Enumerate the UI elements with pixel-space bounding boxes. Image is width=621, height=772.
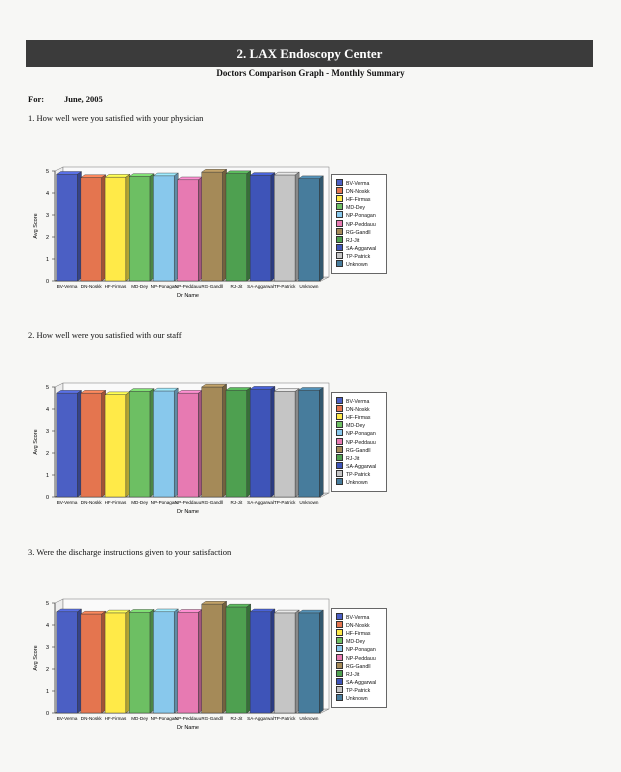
legend-item <box>336 454 359 462</box>
chart-legend <box>331 392 387 492</box>
legend-label: Unknown <box>346 696 368 702</box>
legend-label: NP-Peddauu <box>346 439 376 446</box>
legend-item <box>336 220 376 228</box>
x-tick-label: RG-Gandll <box>201 284 224 289</box>
legend-label: MD-Dey <box>346 639 366 646</box>
bar <box>202 387 223 497</box>
legend-item <box>336 478 368 486</box>
bar <box>299 390 320 497</box>
legend-swatch <box>336 613 343 620</box>
legend-item <box>336 645 376 653</box>
legend-item <box>336 236 359 244</box>
chart-staff-satisfaction <box>25 374 395 524</box>
y-tick-label: 4 <box>45 191 49 197</box>
legend-swatch <box>336 446 343 453</box>
legend-swatch <box>336 629 343 636</box>
legend-item <box>336 678 376 686</box>
chart-plot <box>25 374 335 524</box>
legend-label: MD-Dey <box>346 205 366 212</box>
y-tick-label: 1 <box>45 689 49 695</box>
legend-label: NP-Ponagan <box>346 431 376 438</box>
bar-side <box>319 176 323 281</box>
legend-swatch <box>336 462 343 469</box>
bar <box>226 174 247 281</box>
bar <box>274 391 295 497</box>
x-tick-label: HF-Firmas <box>104 284 127 289</box>
x-tick-label: RJ-Jit <box>230 500 243 505</box>
bar <box>274 175 295 281</box>
legend-label: HF-Firmas <box>346 415 371 422</box>
legend-swatch <box>336 179 343 186</box>
legend-item <box>336 670 359 678</box>
legend-item <box>336 421 365 429</box>
legend-label: RG-Gandll <box>346 229 371 236</box>
chart-legend <box>331 174 387 274</box>
legend-swatch <box>336 694 343 701</box>
x-tick-label: Unknown <box>299 716 319 721</box>
chart-discharge-instructions <box>25 590 395 740</box>
legend-swatch <box>336 662 343 669</box>
x-tick-label: MD-Dey <box>131 716 149 721</box>
legend-swatch <box>336 187 343 194</box>
legend-swatch <box>336 637 343 644</box>
legend-swatch <box>336 397 343 404</box>
bar <box>178 180 199 281</box>
y-axis-label: Avg Score <box>33 429 39 455</box>
y-tick-label: 4 <box>45 623 49 629</box>
y-tick-label: 2 <box>45 235 49 241</box>
legend-swatch <box>336 645 343 652</box>
legend-item <box>336 662 371 670</box>
y-tick-label: 2 <box>45 451 49 457</box>
bar <box>105 177 126 281</box>
legend-label: RJ-Jit <box>346 455 360 462</box>
bar <box>299 613 320 713</box>
y-tick-label: 5 <box>45 385 49 391</box>
legend-label: BV-Verma <box>346 181 370 187</box>
bar <box>250 612 271 713</box>
legend-swatch <box>336 670 343 677</box>
legend-item <box>336 413 371 421</box>
bar <box>57 393 78 497</box>
x-tick-label: MD-Dey <box>131 500 149 505</box>
bar <box>105 613 126 713</box>
legend-label: DN-Noskk <box>346 623 370 630</box>
legend-label: NP-Ponagan <box>346 647 376 654</box>
legend-label: DN-Noskk <box>346 407 370 414</box>
legend-item <box>336 637 365 645</box>
legend-item <box>336 621 370 629</box>
page-title-bar <box>26 40 593 67</box>
bar <box>81 393 102 497</box>
y-tick-label: 3 <box>45 213 49 219</box>
legend-swatch <box>336 228 343 235</box>
legend-label: RJ-Jit <box>346 671 360 678</box>
legend-swatch <box>336 211 343 218</box>
x-axis-label: Dr Name <box>176 293 200 299</box>
bar-side <box>319 388 323 498</box>
legend-swatch <box>336 413 343 420</box>
x-tick-label: Unknown <box>299 284 319 289</box>
x-tick-label: RJ-Jit <box>230 716 243 721</box>
report-period: June, 2005 <box>64 94 103 104</box>
legend-label: TP-Patrick <box>346 687 371 694</box>
y-tick-label: 5 <box>45 169 49 175</box>
legend-swatch <box>336 203 343 210</box>
legend-item <box>336 694 368 702</box>
page-subtitle: Doctors Comparison Graph - Monthly Summary <box>216 68 405 78</box>
bar <box>250 389 271 497</box>
legend-label: SA-Aggarwal <box>346 245 377 252</box>
y-axis-label: Avg Score <box>33 645 39 671</box>
bar <box>226 607 247 713</box>
bar <box>129 391 150 497</box>
x-tick-label: DN-Noskk <box>80 284 102 289</box>
x-tick-label: DN-Noskk <box>80 716 102 721</box>
x-tick-label: TP-Patrick <box>274 716 296 721</box>
legend-item <box>336 438 376 446</box>
legend-label: SA-Aggarwal <box>346 463 377 470</box>
legend-item <box>336 397 369 405</box>
legend-item <box>336 179 369 187</box>
legend-label: MD-Dey <box>346 423 366 430</box>
bar <box>153 391 174 497</box>
legend-label: Unknown <box>346 262 368 268</box>
bar <box>81 178 102 281</box>
legend-item <box>336 405 370 413</box>
legend-label: NP-Ponagan <box>346 213 376 220</box>
chart-physician-satisfaction <box>25 158 395 308</box>
chart-plot <box>25 590 335 740</box>
legend-label: RG-Gandll <box>346 447 371 454</box>
bar <box>153 612 174 713</box>
legend-label: HF-Firmas <box>346 197 371 204</box>
bar <box>129 612 150 713</box>
bar <box>202 604 223 713</box>
legend-swatch <box>336 621 343 628</box>
bar <box>226 390 247 497</box>
legend-swatch <box>336 236 343 243</box>
legend-swatch <box>336 470 343 477</box>
bar <box>202 172 223 281</box>
legend-swatch <box>336 252 343 259</box>
x-axis-label: Dr Name <box>176 509 200 515</box>
bar <box>250 175 271 281</box>
x-tick-label: BV-Verma <box>56 500 78 505</box>
bar <box>81 614 102 713</box>
x-tick-label: NP-Peddauu <box>174 284 202 289</box>
bar <box>153 176 174 281</box>
legend-item <box>336 211 376 219</box>
x-tick-label: BV-Verma <box>56 284 78 289</box>
legend-swatch <box>336 421 343 428</box>
x-tick-label: MD-Dey <box>131 284 149 289</box>
legend-swatch <box>336 260 343 267</box>
legend-label: TP-Patrick <box>346 253 371 260</box>
legend-label: NP-Peddauu <box>346 655 376 662</box>
x-tick-label: HF-Firmas <box>104 716 127 721</box>
legend-swatch <box>336 405 343 412</box>
question-3: 3. Were the discharge instructions given to your satisfaction <box>28 547 232 557</box>
bar <box>274 613 295 713</box>
x-tick-label: NP-Ponagan <box>150 500 177 505</box>
for-label: For: <box>28 94 45 104</box>
chart-plot <box>25 158 335 308</box>
chart-legend <box>331 608 387 708</box>
x-tick-label: NP-Ponagan <box>150 284 177 289</box>
x-axis-label: Dr Name <box>176 725 200 731</box>
legend-swatch <box>336 429 343 436</box>
bar <box>178 612 199 713</box>
legend-swatch <box>336 454 343 461</box>
legend-item <box>336 462 376 470</box>
bar-side <box>319 610 323 713</box>
x-tick-label: BV-Verma <box>56 716 78 721</box>
y-tick-label: 3 <box>45 645 49 651</box>
y-tick-label: 0 <box>45 711 49 717</box>
legend-swatch <box>336 220 343 227</box>
x-tick-label: NP-Peddauu <box>174 716 202 721</box>
bar <box>178 393 199 497</box>
legend-item <box>336 629 371 637</box>
bar <box>57 612 78 713</box>
x-tick-label: SA-Aggarwal <box>247 284 274 289</box>
x-tick-label: RG-Gandll <box>201 500 224 505</box>
bar <box>299 179 320 281</box>
legend-label: Unknown <box>346 480 368 486</box>
y-tick-label: 1 <box>45 473 49 479</box>
legend-item <box>336 446 371 454</box>
legend-label: TP-Patrick <box>346 471 371 478</box>
x-tick-label: Unknown <box>299 500 319 505</box>
legend-item <box>336 252 370 260</box>
legend-item <box>336 654 376 662</box>
y-tick-label: 5 <box>45 601 49 607</box>
x-tick-label: HF-Firmas <box>104 500 127 505</box>
y-tick-label: 4 <box>45 407 49 413</box>
legend-swatch <box>336 654 343 661</box>
bar <box>129 177 150 282</box>
legend-label: BV-Verma <box>346 615 370 621</box>
x-tick-label: RJ-Jit <box>230 284 243 289</box>
legend-swatch <box>336 195 343 202</box>
legend-swatch <box>336 686 343 693</box>
x-tick-label: SA-Aggarwal <box>247 500 274 505</box>
legend-label: BV-Verma <box>346 399 370 405</box>
legend-swatch <box>336 244 343 251</box>
y-tick-label: 3 <box>45 429 49 435</box>
x-tick-label: NP-Peddauu <box>174 500 202 505</box>
legend-label: DN-Noskk <box>346 189 370 196</box>
legend-item <box>336 613 369 621</box>
y-tick-label: 1 <box>45 257 49 263</box>
legend-label: RG-Gandll <box>346 663 371 670</box>
legend-swatch <box>336 678 343 685</box>
x-tick-label: TP-Patrick <box>274 284 296 289</box>
legend-item <box>336 260 368 268</box>
x-tick-label: TP-Patrick <box>274 500 296 505</box>
legend-item <box>336 429 376 437</box>
legend-item <box>336 244 376 252</box>
y-tick-label: 0 <box>45 279 49 285</box>
legend-item <box>336 195 371 203</box>
legend-item <box>336 470 370 478</box>
x-tick-label: NP-Ponagan <box>150 716 177 721</box>
legend-swatch <box>336 478 343 485</box>
legend-label: RJ-Jit <box>346 237 360 244</box>
legend-item <box>336 187 370 195</box>
legend-label: SA-Aggarwal <box>346 679 377 686</box>
y-tick-label: 0 <box>45 495 49 501</box>
legend-item <box>336 203 365 211</box>
y-tick-label: 2 <box>45 667 49 673</box>
legend-swatch <box>336 438 343 445</box>
page-title: 2. LAX Endoscopy Center <box>236 46 383 61</box>
legend-label: NP-Peddauu <box>346 221 376 228</box>
x-tick-label: DN-Noskk <box>80 500 102 505</box>
legend-item <box>336 686 370 694</box>
bar <box>105 395 126 497</box>
legend-label: HF-Firmas <box>346 631 371 638</box>
x-tick-label: RG-Gandll <box>201 716 224 721</box>
y-axis-label: Avg Score <box>33 213 39 239</box>
question-2: 2. How well were you satisfied with our staff <box>28 330 182 340</box>
bar <box>57 174 78 281</box>
question-1: 1. How well were you satisfied with your physician <box>28 113 204 123</box>
x-tick-label: SA-Aggarwal <box>247 716 274 721</box>
legend-item <box>336 228 371 236</box>
